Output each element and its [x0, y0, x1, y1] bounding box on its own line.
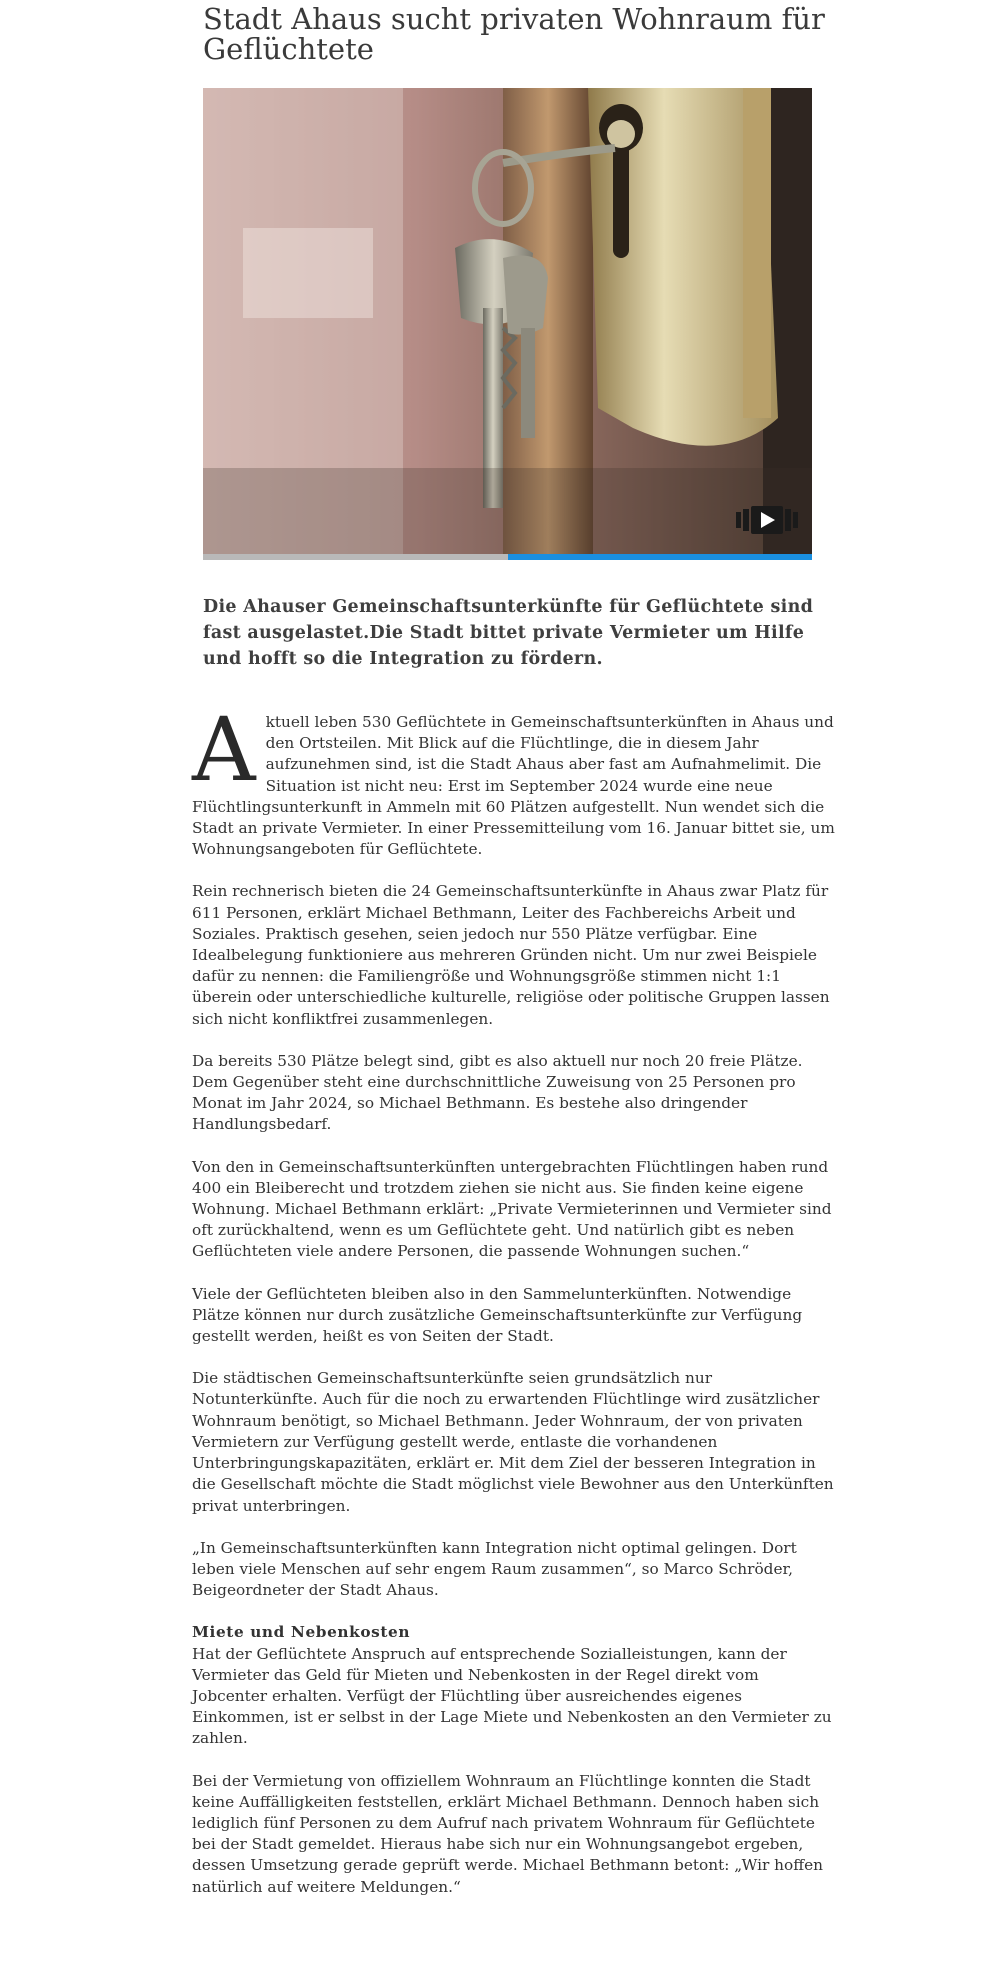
article-lead: Die Ahauser Gemeinschaftsunterkünfte für Geflüchtete sind fast ausgelastet.Die Stadt bittet private Vermieter um Hilfe und hofft so die Integration zu fördern. [203, 597, 814, 669]
article-paragraph-2: Rein rechnerisch bieten die 24 Gemeinschaftsunterkünfte in Ahaus zwar Platz für 611 Personen, erklärt Michael Bethmann, Leiter des Fachbereichs Arbeit und Soziales. Praktisch gesehen, seien jedoch nur 550 Plätze verfügbar. Eine Idealbelegung funktioniere aus mehreren Gründen nicht. Um nur zwei Beispiele dafür zu nennen: die Familiengröße und Wohnungsgröße stimmen nicht 1:1 überein oder unterschiedliche kulturelle, religiöse oder politische Gruppen lassen sich nicht konfliktfrei zusammenlegen. [192, 882, 830, 1028]
article-paragraph-6: Die städtischen Gemeinschaftsunterkünfte seien grundsätzlich nur Notunterkünfte. Auch für die noch zu erwartenden Flüchtlinge wird zusätzlicher Wohnraum benötigt, so Michael Bethmann. Jeder Wohnraum, der von privaten Vermietern zur Verfügung gestellt werde, entlaste die vorhandenen Unterbringungskapazitäten, erklärt er. Mit dem Ziel der besseren Integration in die Gesellschaft möchte die Stadt möglichst viele Bewohner aus den Unterkünften privat unterbringen. [192, 1369, 834, 1515]
article-paragraph-8: Hat der Geflüchtete Anspruch auf entsprechende Sozialleistungen, kann der Vermieter das Geld für Mieten und Nebenkosten in der Regel direkt vom Jobcenter erhalten. Verfügt der Flüchtling über ausreichendes eigenes Einkommen, ist er selbst in der Lage Miete und Nebenkosten an den Vermieter zu zahlen. [192, 1644, 832, 1748]
drop-cap: A [192, 698, 256, 801]
article-paragraph-7: „In Gemeinschaftsunterkünften kann Integration nicht optimal gelingen. Dort leben viele Menschen auf sehr engem Raum zusammen“, so Marco Schröder, Beigeordneter der Stadt Ahaus. [192, 1538, 797, 1600]
image-progress-fill [508, 554, 813, 560]
article-paragraph-1 [192, 698, 838, 860]
article-paragraph-3: Da bereits 530 Plätze belegt sind, gibt es also aktuell nur noch 20 freie Plätze. Dem Gegenüber steht eine durchschnittliche Zuweisung von 25 Personen pro Monat im Jahr 2024, so Michael Bethmann. Es bestehe also dringender Handlungsbedarf. [192, 1051, 803, 1134]
play-video-icon [736, 504, 798, 536]
article-hero-image[interactable] [203, 88, 812, 554]
paragraph-text: ktuell leben 530 Geflüchtete in Gemeinschaftsunterkünften in Ahaus und den Ortsteilen. Mit Blick auf die Flüchtlinge, die in diesem Jahr aufzunehmen sind, ist die Stadt Ahaus aber fast am Aufnahmelimit. Die Situation ist nicht neu: Erst im September 2024 wurde eine neue Flüchtlingsunterkunft in Ammeln mit 60 Plätzen aufgestellt. Nun wendet sich die Stadt an private Vermieter. In einer Pressemitteilung vom 16. Januar bittet sie, um Wohnungsangeboten für Geflüchtete. [192, 713, 835, 859]
article-headline: Stadt Ahaus sucht privaten Wohnraum für Geflüchtete [203, 2, 825, 66]
article-paragraph-9: Bei der Vermietung von offiziellem Wohnraum an Flüchtlinge konnten die Stadt keine Auffälligkeiten feststellen, erklärt Michael Bethmann. Dennoch haben sich lediglich fünf Personen zu dem Aufruf nach privatem Wohnraum für Geflüchtete bei der Stadt gemeldet. Hieraus habe sich nur ein Wohnungsangebot ergeben, dessen Umsetzung gerade geprüft werde. Michael Bethmann betont: „Wir hoffen natürlich auf weitere Meldungen.“ [192, 1771, 823, 1896]
image-progress-bar [203, 554, 812, 560]
article-body [192, 698, 838, 1919]
key-in-lock-photo [203, 88, 812, 554]
article-paragraph-4: Von den in Gemeinschaftsunterkünften untergebrachten Flüchtlingen haben rund 400 ein Bleiberecht und trotzdem ziehen sie nicht aus. Sie finden keine eigene Wohnung. Michael Bethmann erklärt: „Private Vermieterinnen und Vermieter sind oft zurückhaltend, wenn es um Geflüchtete geht. Und natürlich gibt es neben Geflüchteten viele andere Personen, die passende Wohnungen suchen.“ [192, 1157, 832, 1261]
video-play-button[interactable] [736, 504, 798, 536]
article-paragraph-5: Viele der Geflüchteten bleiben also in den Sammelunterkünften. Notwendige Plätze können nur durch zusätzliche Gemeinschaftsunterkünfte zur Verfügung gestellt werden, heißt es von Seiten der Stadt. [192, 1284, 803, 1346]
article-subheading: Miete und Nebenkosten [192, 1623, 411, 1642]
